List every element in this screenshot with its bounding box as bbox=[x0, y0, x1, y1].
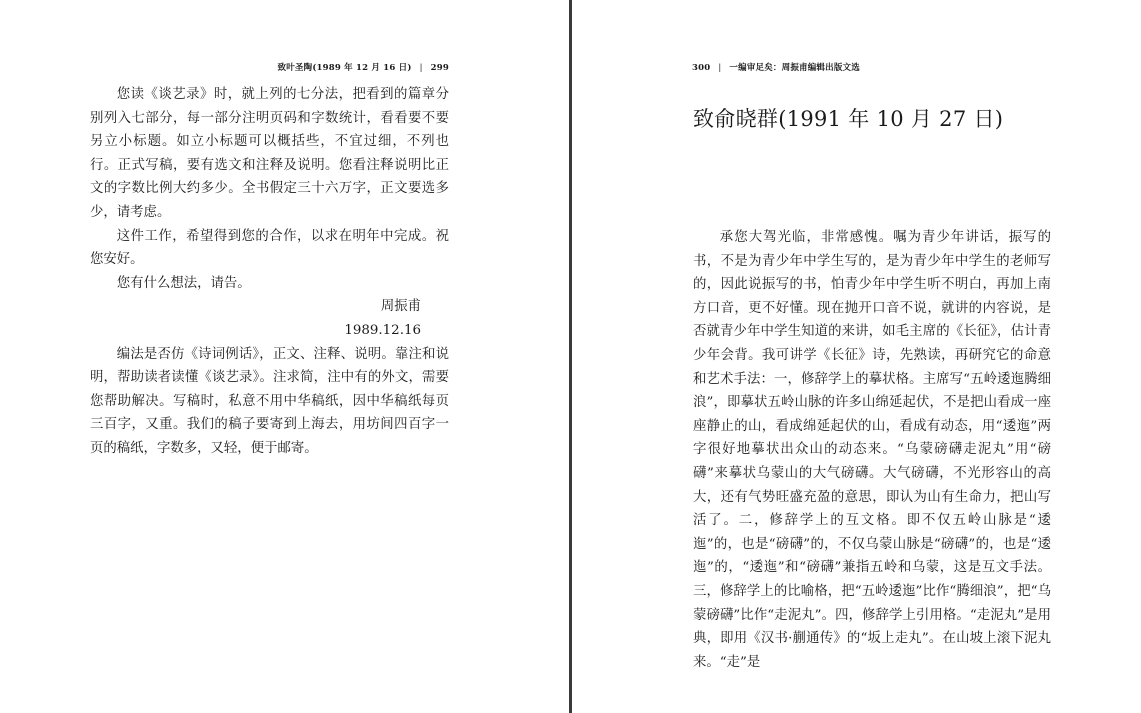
body-paragraph: 这件工作，希望得到您的合作，以求在明年中完成。祝您安好。 bbox=[90, 228, 449, 268]
page-number: 299 bbox=[430, 63, 449, 73]
book-spine-divider bbox=[569, 0, 572, 713]
running-head-title: 致叶圣陶(1989 年 12 月 16 日) bbox=[277, 63, 412, 73]
body-paragraph: 承您大驾光临，非常感愧。嘱为青少年讲话，振写的书，不是为青少年中学生写的，是为青少年中学生的老师写的，因此说振写的书，怕青少年中学生听不明白，再加上南方口音，更不好懂。现在抛开口音不说，就讲的内容说，是否就青少年中学生知道的来讲，如毛主席的《长征》，估计青少年会背。我可讲学《长征》诗，先熟读，再研究它的命意和艺术手法：一，修辞学上的摹状格。主席写“五岭逶迤腾细浪”，即摹状五岭山脉的许多山绵延起伏，不是把山看成一座座静止的山，看成绵延起伏的山，看成有动态，用“逶迤”两字很好地摹状出众山的动态来。“乌蒙磅礴走泥丸”用“磅礴”来摹状乌蒙山的大气磅礴。大气磅礴，不光形容山的高大，还有气势旺盛充盈的意思，即认为山有生命力，把山写活了。二，修辞学上的互文格。即不仅五岭山脉是“逶迤”的，也是“磅礴”的，不仅乌蒙山脉是“磅礴”的，也是“逶迤”的，“逶迤”和“磅礴”兼指五岭和乌蒙，这是互文手法。三，修辞学上的比喻格，把“五岭逶迤”比作“腾细浪”，把“乌蒙磅礴”比作“走泥丸”。四，修辞学上引用格。“走泥丸”是用典，即用《汉书·蒯通传》的“坂上走丸”。在山坡上滚下泥丸来。“走”是 bbox=[693, 230, 1051, 670]
left-page-body bbox=[90, 83, 449, 461]
right-page bbox=[573, 0, 1141, 713]
running-head-separator: | bbox=[718, 63, 722, 73]
page-number: 300 bbox=[692, 63, 711, 73]
running-head-title: 一编审足矣：周振甫编辑出版文选 bbox=[729, 63, 860, 73]
running-head-right bbox=[692, 61, 860, 73]
body-paragraph: 您读《谈艺录》时，就上列的七分法，把看到的篇章分别列入七部分，每一部分注明页码和字数统计，看看要不要另立小标题。如立小标题可以概括些，不宜过细，不列也行。正式写稿，要有选文和注释及说明。您看注释说明比正文的字数比例大约多少。全书假定三十六万字，正文要选多少，请考虑。 bbox=[90, 87, 449, 220]
left-page bbox=[0, 0, 570, 713]
note-paragraph: 编法是否仿《诗词例话》，正文、注释、说明。靠注和说明，帮助读者读懂《谈艺录》。注求简，注中有的外文，需要您帮助解决。写稿时，私意不用中华稿纸，因中华稿纸每页三百字，又重。我们的稿子要寄到上海去，用坊间四百字一页的稿纸，字数多，又轻，便于邮寄。 bbox=[90, 346, 449, 456]
body-paragraph: 您有什么想法，请告。 bbox=[116, 275, 251, 291]
signature-date: 1989.12.16 bbox=[344, 322, 421, 338]
signature-name: 周振甫 bbox=[380, 299, 421, 315]
running-head-separator: | bbox=[419, 63, 423, 73]
right-page-body bbox=[693, 226, 1051, 674]
chapter-title: 致俞晓群(1991 年 10 月 27 日) bbox=[693, 107, 1004, 131]
running-head-left bbox=[278, 61, 449, 73]
